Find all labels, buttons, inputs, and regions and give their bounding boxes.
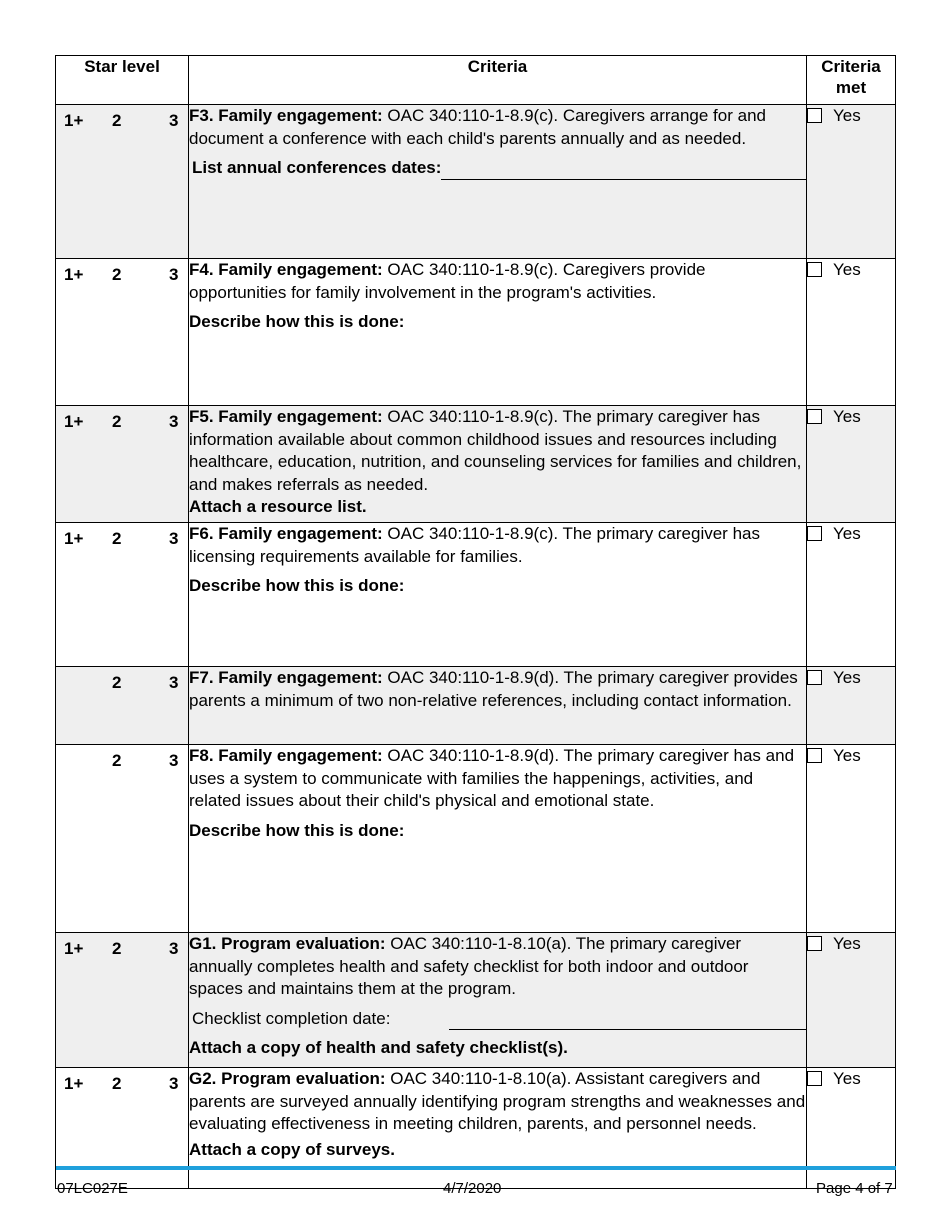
star-level-2: 2	[112, 111, 122, 130]
criteria-body: OAC 340:110-1-8.9(c). Caregivers provide opportunities for family involvement in the program's activities.	[189, 260, 706, 302]
describe-label: Describe how this is done:	[189, 576, 405, 595]
criteria-body: OAC 340:110-1-8.10(a). Assistant caregivers and parents are surveyed annually identifying program strengths and weaknesses and evaluating effectiveness in meeting children, parents, and personnel needs.	[189, 1069, 806, 1133]
attach-label: Attach a copy of health and safety checklist(s).	[189, 1038, 568, 1057]
yes-checkbox[interactable]	[807, 1071, 822, 1086]
criteria-title: G1. Program evaluation:	[189, 934, 386, 953]
criteria-body: OAC 340:110-1-8.9(c). Caregivers arrange for and document a conference with each child's parents annually and as needed.	[189, 106, 766, 148]
header-star-level: Star level	[56, 56, 189, 105]
star-level-3: 3	[169, 111, 179, 130]
star-level-1: 1+	[64, 529, 84, 548]
star-level-1: 1+	[64, 265, 84, 284]
criteria-text	[189, 105, 806, 150]
star-level-3: 3	[169, 751, 179, 770]
criteria-table	[55, 55, 896, 1189]
table-row	[56, 105, 896, 259]
date-entry-row	[189, 157, 806, 180]
criteria-text	[189, 1068, 806, 1136]
yes-label: Yes	[833, 524, 861, 543]
star-level-1: 1+	[64, 111, 84, 130]
criteria-title: F4. Family engagement:	[189, 260, 383, 279]
yes-checkbox[interactable]	[807, 262, 822, 277]
yes-label: Yes	[833, 746, 861, 765]
date-entry-label: Checklist completion date:	[192, 1008, 391, 1028]
checklist-date-field[interactable]	[449, 1009, 806, 1030]
yes-label: Yes	[833, 407, 861, 426]
star-level-2: 2	[112, 265, 122, 284]
criteria-text	[189, 933, 806, 1001]
criteria-title: G2. Program evaluation:	[189, 1069, 386, 1088]
criteria-title: F5. Family engagement:	[189, 407, 383, 426]
footer-date: 4/7/2020	[443, 1180, 502, 1197]
yes-checkbox[interactable]	[807, 670, 822, 685]
criteria-body: OAC 340:110-1-8.9(d). The primary caregiver provides parents a minimum of two non-relative references, including contact information.	[189, 668, 798, 710]
star-level-2: 2	[112, 1074, 122, 1093]
yes-checkbox[interactable]	[807, 936, 822, 951]
star-levels	[56, 105, 188, 131]
star-level-2: 2	[112, 412, 122, 431]
footer-divider	[56, 1166, 896, 1170]
criteria-body: OAC 340:110-1-8.10(a). The primary caregiver annually completes health and safety checklist for both indoor and outdoor spaces and maintains them at the program.	[189, 934, 749, 998]
star-levels	[56, 259, 188, 285]
yes-checkbox[interactable]	[807, 409, 822, 424]
header-criteria-met: Criteria met	[807, 56, 896, 105]
star-level-3: 3	[169, 673, 179, 692]
yes-label: Yes	[833, 260, 861, 279]
criteria-text	[189, 745, 806, 813]
criteria-title: F6. Family engagement:	[189, 524, 383, 543]
star-level-3: 3	[169, 939, 179, 958]
star-levels	[56, 1068, 188, 1094]
criteria-text	[189, 259, 806, 304]
star-level-3: 3	[169, 412, 179, 431]
table-row	[56, 667, 896, 745]
star-level-1: 1+	[64, 1074, 84, 1093]
table-row	[56, 406, 896, 523]
criteria-body: OAC 340:110-1-8.9(c). The primary caregiver has licensing requirements available for families.	[189, 524, 760, 566]
star-level-1: 1+	[64, 939, 84, 958]
criteria-text	[189, 667, 806, 712]
header-criteria: Criteria	[189, 56, 807, 105]
date-entry-label: List annual conferences dates:	[192, 158, 442, 177]
footer-page-number: Page 4 of 7	[816, 1180, 893, 1197]
footer-form-id: 07LC027E	[57, 1180, 128, 1197]
criteria-text	[189, 523, 806, 568]
attach-label: Attach a resource list.	[189, 497, 367, 516]
table-row	[56, 259, 896, 406]
date-entry-row	[189, 1008, 806, 1031]
table-row	[56, 933, 896, 1068]
star-levels	[56, 667, 188, 693]
conference-dates-field[interactable]	[441, 159, 806, 180]
criteria-title: F3. Family engagement:	[189, 106, 383, 125]
yes-checkbox[interactable]	[807, 748, 822, 763]
yes-label: Yes	[833, 934, 861, 953]
yes-label: Yes	[833, 668, 861, 687]
star-level-3: 3	[169, 1074, 179, 1093]
describe-label: Describe how this is done:	[189, 312, 405, 331]
attach-label: Attach a copy of surveys.	[189, 1139, 395, 1159]
yes-label: Yes	[833, 1069, 861, 1088]
star-level-2: 2	[112, 751, 122, 770]
criteria-text	[189, 406, 806, 496]
criteria-body: OAC 340:110-1-8.9(c). The primary caregiver has information available about common childhood issues and resources including healthcare, education, nutrition, and counseling services for families and children, and makes referrals as needed.	[189, 407, 802, 494]
yes-checkbox[interactable]	[807, 108, 822, 123]
yes-label: Yes	[833, 106, 861, 125]
table-row	[56, 523, 896, 667]
table-row	[56, 745, 896, 933]
star-level-2: 2	[112, 939, 122, 958]
star-level-2: 2	[112, 529, 122, 548]
yes-checkbox[interactable]	[807, 526, 822, 541]
describe-label: Describe how this is done:	[189, 820, 405, 840]
star-levels	[56, 406, 188, 432]
criteria-title: F7. Family engagement:	[189, 668, 383, 687]
criteria-title: F8. Family engagement:	[189, 746, 383, 765]
star-levels	[56, 933, 188, 959]
criteria-body: OAC 340:110-1-8.9(d). The primary caregiver has and uses a system to communicate with families the happenings, activities, and related issues about their child's physical and emotional state.	[189, 746, 795, 810]
star-level-2: 2	[112, 673, 122, 692]
table-row	[56, 1068, 896, 1189]
star-levels	[56, 745, 188, 771]
star-level-3: 3	[169, 529, 179, 548]
star-level-3: 3	[169, 265, 179, 284]
star-levels	[56, 523, 188, 549]
star-level-1: 1+	[64, 412, 84, 431]
